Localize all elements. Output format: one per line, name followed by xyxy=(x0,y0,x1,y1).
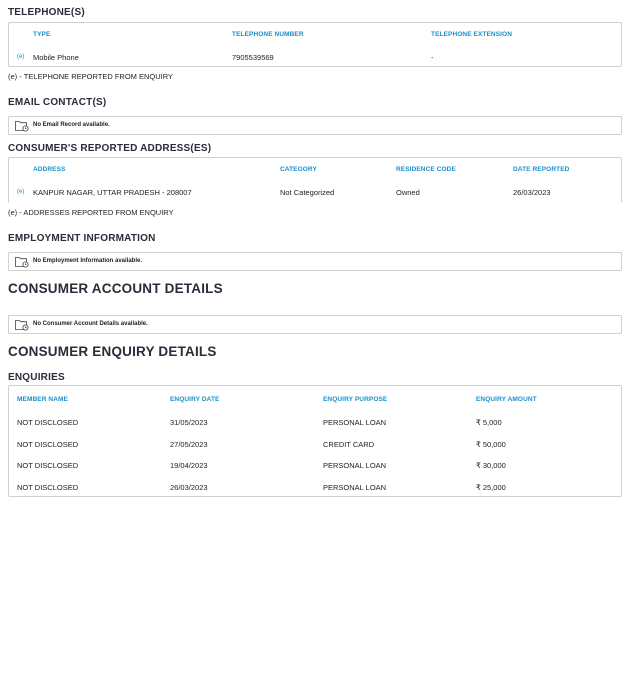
col-header-telephone-extension: TELEPHONE EXTENSION xyxy=(431,31,512,38)
col-header-category: CATEGORY xyxy=(280,166,317,173)
enquiry-date: 27/05/2023 xyxy=(170,440,208,449)
enquiry-purpose: PERSONAL LOAN xyxy=(323,483,387,492)
accounts-empty-state xyxy=(8,315,622,334)
enquiry-purpose: PERSONAL LOAN xyxy=(323,418,387,427)
enquiries-table xyxy=(8,385,622,497)
enquiry-details-title: CONSUMER ENQUIRY DETAILS xyxy=(8,344,217,359)
col-header-enquiry-purpose: ENQUIRY PURPOSE xyxy=(323,396,388,403)
addresses-table xyxy=(8,157,622,203)
enquiries-subtitle: ENQUIRIES xyxy=(8,372,65,383)
employment-title: EMPLOYMENT INFORMATION xyxy=(8,233,156,244)
enquiry-member: NOT DISCLOSED xyxy=(17,418,79,427)
col-header-telephone-number: TELEPHONE NUMBER xyxy=(232,31,304,38)
accounts-title: CONSUMER ACCOUNT DETAILS xyxy=(8,281,223,296)
folder-clock-icon xyxy=(15,120,29,132)
enquiry-amount: ₹ 25,000 xyxy=(476,483,506,492)
enquiry-amount: ₹ 30,000 xyxy=(476,461,506,470)
enquiry-amount: ₹ 5,000 xyxy=(476,418,502,427)
col-header-member-name: MEMBER NAME xyxy=(17,396,68,403)
email-empty-message: No Email Record available. xyxy=(33,122,110,128)
enquiry-amount: ₹ 50,000 xyxy=(476,440,506,449)
employment-empty-message: No Employment Information available. xyxy=(33,258,143,264)
folder-clock-icon xyxy=(15,319,29,331)
col-header-address: ADDRESS xyxy=(33,166,66,173)
folder-clock-icon xyxy=(15,256,29,268)
phone-number: 7905539569 xyxy=(232,53,274,62)
enquiry-date: 26/03/2023 xyxy=(170,483,208,492)
enquiry-purpose: CREDIT CARD xyxy=(323,440,375,449)
enquiry-member: NOT DISCLOSED xyxy=(17,461,79,470)
col-header-residence-code: RESIDENCE CODE xyxy=(396,166,456,173)
accounts-empty-message: No Consumer Account Details available. xyxy=(33,321,148,327)
enquiry-marker: (e) xyxy=(17,54,25,60)
enquiry-date: 31/05/2023 xyxy=(170,418,208,427)
employment-empty-state xyxy=(8,252,622,271)
enquiry-member: NOT DISCLOSED xyxy=(17,483,79,492)
email-empty-state xyxy=(8,116,622,135)
address-category: Not Categorized xyxy=(280,188,335,197)
col-header-date-reported: DATE REPORTED xyxy=(513,166,570,173)
col-header-enquiry-date: ENQUIRY DATE xyxy=(170,396,220,403)
telephones-table xyxy=(8,22,622,67)
enquiry-date: 19/04/2023 xyxy=(170,461,208,470)
address-residence-code: Owned xyxy=(396,188,420,197)
enquiry-member: NOT DISCLOSED xyxy=(17,440,79,449)
phone-type: Mobile Phone xyxy=(33,53,79,62)
enquiry-marker: (e) xyxy=(17,189,25,195)
col-header-type: TYPE xyxy=(33,31,51,38)
telephones-note: (e) - TELEPHONE REPORTED FROM ENQUIRY xyxy=(8,72,174,81)
addresses-title: CONSUMER'S REPORTED ADDRESS(ES) xyxy=(8,143,212,154)
addresses-note: (e) - ADDRESSES REPORTED FROM ENQUIRY xyxy=(8,208,174,217)
enquiry-purpose: PERSONAL LOAN xyxy=(323,461,387,470)
email-title: EMAIL CONTACT(S) xyxy=(8,97,107,108)
col-header-enquiry-amount: ENQUIRY AMOUNT xyxy=(476,396,537,403)
phone-extension: - xyxy=(431,53,434,62)
address-value: KANPUR NAGAR, UTTAR PRADESH - 208007 xyxy=(33,188,192,197)
address-date-reported: 26/03/2023 xyxy=(513,188,551,197)
telephones-title: TELEPHONE(S) xyxy=(8,7,85,18)
